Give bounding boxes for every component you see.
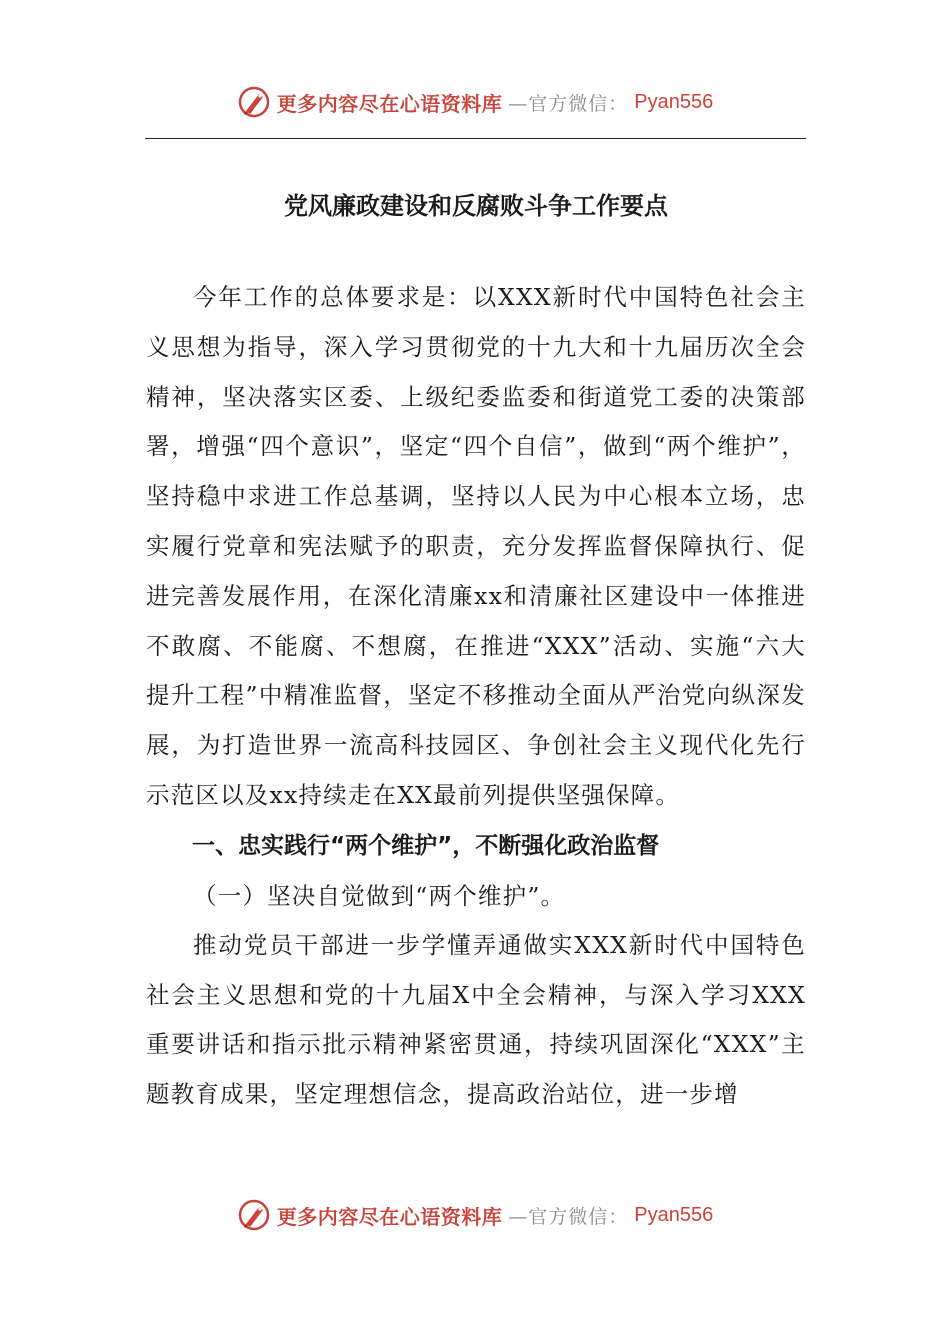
- wechat-id: Pyan556: [634, 90, 714, 113]
- intro-paragraph: 今年工作的总体要求是：以XXX新时代中国特色社会主义思想为指导，深入学习贯彻党的十九大和十九届历次全会精神，坚决落实区委、上级纪委监委和街道党工委的决策部署，增强“四个意识”，坚定“四个自信”，做到“两个维护”，坚持稳中求进工作总基调，坚持以人民为中心根本立场，忠实履行党章和宪法赋予的职责，充分发挥监督保障执行、促进完善发展作用，在深化清廉xx和清廉社区建设中一体推进不敢腐、不能腐、不想腐，在推进“XXX”活动、实施“六大提升工程”中精准监督，坚定不移推动全面从严治党向纵深发展，为打造世界一流高科技园区、争创社会主义现代化先行示范区以及xx持续走在XX最前列提供坚强保障。: [146, 283, 806, 809]
- pen-nib-logo-icon: [237, 1198, 271, 1232]
- pen-nib-logo-icon: [237, 85, 271, 119]
- subsection-heading-1: （一）坚决自觉做到“两个维护”。: [193, 881, 566, 910]
- banner-title: 更多内容尽在心语资料库: [276, 1204, 503, 1229]
- banner-title: 更多内容尽在心语资料库: [276, 91, 503, 116]
- wechat-id: Pyan556: [634, 1203, 714, 1226]
- document-title: 党风廉政建设和反腐败斗争工作要点: [284, 192, 668, 220]
- subsection-paragraph-1: 推动党员干部进一步学懂弄通做实XXX新时代中国特色社会主义思想和党的十九届X中全会精神，与深入学习XXX重要讲话和指示批示精神紧密贯通，持续巩固深化“XXX”主题教育成果，坚定理想信念，提高政治站位，进一步增: [146, 930, 806, 1109]
- footer-banner: [0, 1195, 950, 1235]
- header-banner: [0, 82, 950, 122]
- section-heading-1: 一、忠实践行“两个维护”，不断强化政治监督: [192, 832, 660, 859]
- document-body: [146, 180, 806, 1120]
- banner-separator: —官方微信：: [508, 1205, 629, 1228]
- header-divider: [145, 138, 806, 139]
- banner-separator: —官方微信：: [508, 92, 629, 115]
